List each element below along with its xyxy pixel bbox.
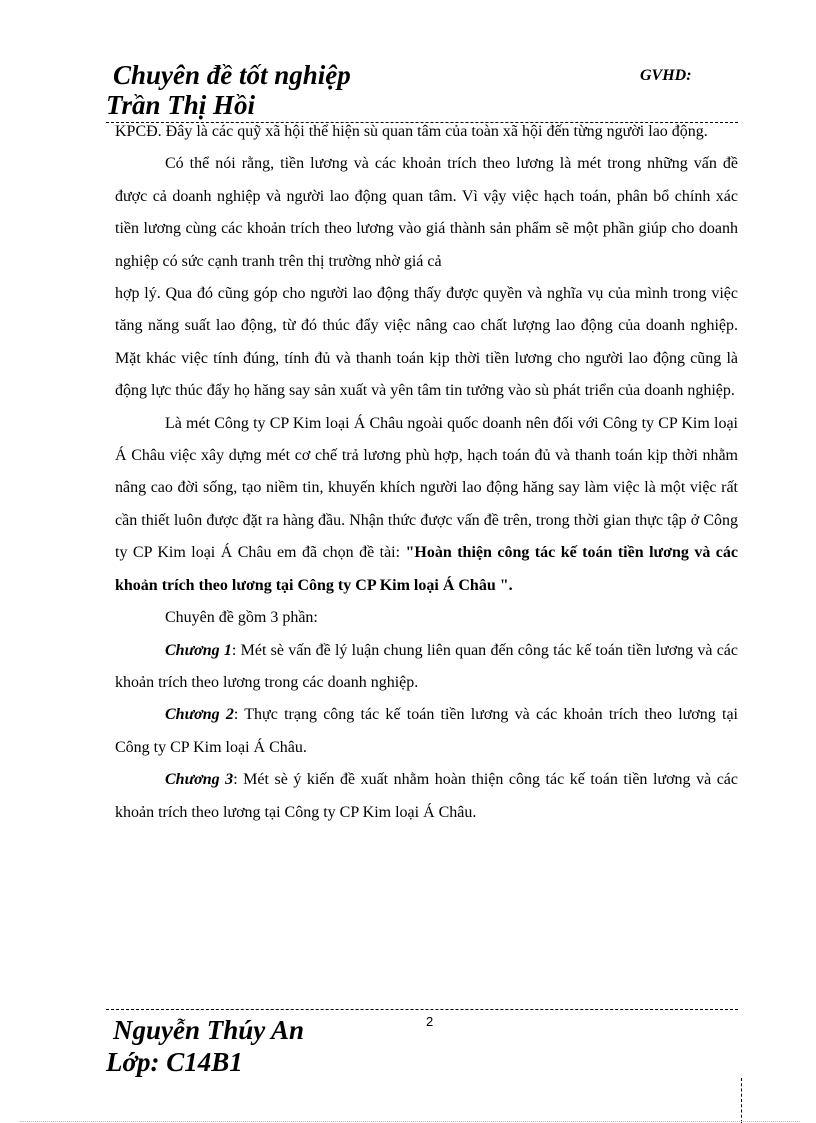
chapter-1-label: Chương 1 xyxy=(165,641,232,659)
body-text xyxy=(115,116,738,829)
chapter-2-label: Chương 2 xyxy=(165,706,234,724)
chapter-1 xyxy=(115,635,738,700)
chapter-1-text: : Mét sè vấn đề lý luận chung liên quan đến công tác kế toán tiền lương và các khoản trích theo lương trong các doanh nghiệp. xyxy=(115,641,738,691)
page-bottom-rule xyxy=(20,1121,800,1122)
paragraph-2b: hợp lý. Qua đó cũng góp cho người lao động thấy được quyền và nghĩa vụ của mình trong việc tăng năng suất lao động, từ đó thúc đẩy việc nâng cao chất lượng lao động của doanh nghiệp. Mặt khác việc tính đúng, tính đủ và thanh toán kịp thời tiền lương cho người lao động cũng là động lực thúc đẩy họ hăng say sản xuất và yên tâm tin tưởng vào sù phát triển của doanh nghiệp. xyxy=(115,285,738,400)
chapter-2-text: : Thực trạng công tác kế toán tiền lương và các khoản trích theo lương tại Công ty CP Kim loại Á Châu. xyxy=(115,706,739,756)
chapter-3-label: Chương 3 xyxy=(165,771,234,789)
footer-class: Lớp: C14B1 xyxy=(106,1047,243,1077)
margin-guide-line xyxy=(741,1078,742,1123)
footer-divider xyxy=(106,1009,738,1010)
header-supervisor-name: Trần Thị Hồi xyxy=(106,90,256,120)
header-title: Chuyên đề tốt nghiệp xyxy=(113,60,351,90)
paragraph-3 xyxy=(115,408,738,602)
chapter-3-text: : Mét sè ý kiến đề xuất nhằm hoàn thiện công tác kế toán tiền lương và các khoản trích theo lương tại Công ty CP Kim loại Á Châu. xyxy=(115,771,739,821)
chapter-3 xyxy=(115,764,738,829)
paragraph-3-text: Là mét Công ty CP Kim loại Á Châu ngoài quốc doanh nên đối với Công ty CP Kim loại Á Châu việc xây dựng mét cơ chế trả lương phù hợp, hạch toán đủ và thanh toán kịp thời nhằm nâng cao đời sống, tạo niềm tin, khuyến khích người lao động hăng say làm việc là một việc rất cần thiết luôn được đặt ra hàng đầu. Nhận thức được vấn đề trên, trong thời gian thực tập ở Công ty CP Kim loại Á Châu em đã chọn đề tài: xyxy=(115,414,738,562)
paragraph-1: KPCĐ. Đây là các quỹ xã hội thể hiện sù quan tâm của toàn xã hội đến từng người lao động. xyxy=(115,123,708,140)
page-number: 2 xyxy=(426,1014,434,1029)
footer-student-name: Nguyễn Thúy An xyxy=(113,1015,305,1045)
thesis-topic: "Hoàn thiện công tác kế toán tiền lương và các khoản trích theo lương tại Công ty CP Kim loại Á Châu ". xyxy=(115,544,738,594)
paragraph-2a: Có thể nói rằng, tiền lương và các khoản trích theo lương là mét trong những vấn đề được cả doanh nghiệp và người lao động quan tâm. Vì vậy việc hạch toán, phân bổ chính xác tiền lương cùng các khoản trích theo lương vào giá thành sản phẩm sẽ một phần giúp cho doanh nghiệp có sức cạnh tranh trên thị trường nhờ giá cả xyxy=(115,155,738,270)
paragraph-4: Chuyên đề gồm 3 phần: xyxy=(165,609,318,627)
header-supervisor-label: GVHD: xyxy=(640,67,692,84)
chapter-2 xyxy=(115,699,738,764)
